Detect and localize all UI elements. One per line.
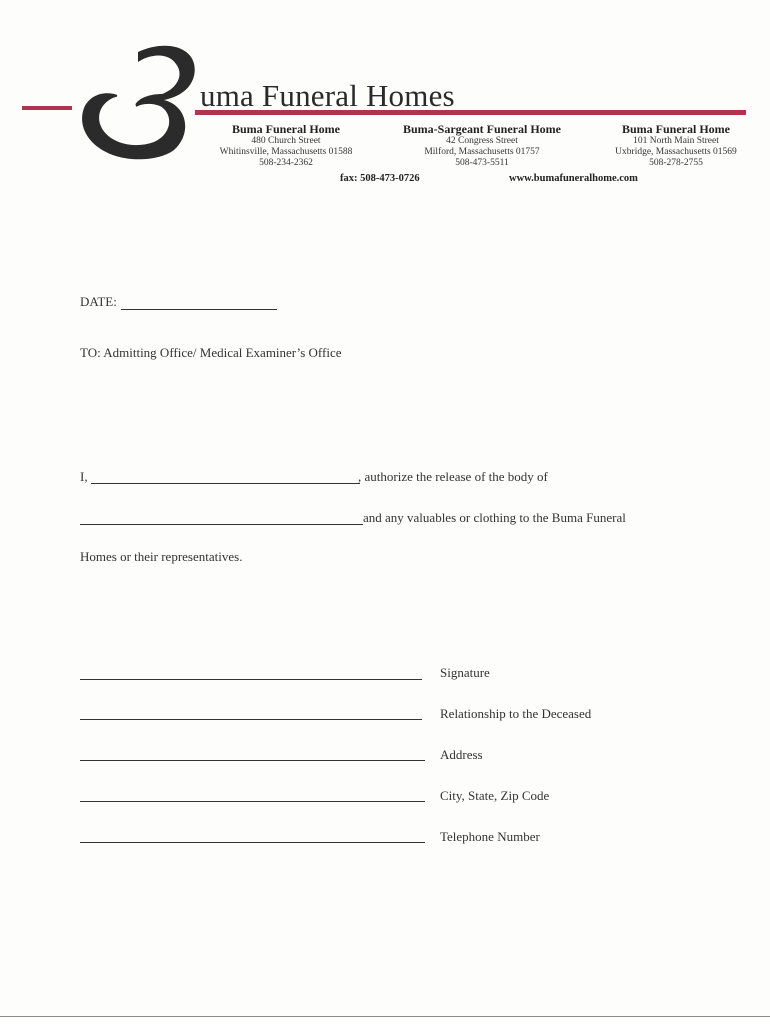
- address-field[interactable]: [80, 760, 425, 761]
- location-phone: 508-473-5511: [455, 158, 509, 168]
- location-milford: [390, 122, 574, 169]
- logo-b-shape: [82, 46, 195, 160]
- representatives-text: Homes or their representatives.: [80, 549, 243, 564]
- authorize-text: , authorize the release of the body of: [358, 469, 548, 484]
- location-uxbridge: [596, 122, 756, 169]
- deceased-name-field[interactable]: [80, 524, 363, 525]
- city-state-zip-label: City, State, Zip Code: [440, 788, 550, 803]
- valuables-text: and any valuables or clothing to the Buma Funeral: [363, 510, 626, 525]
- date-label: DATE:: [80, 294, 117, 309]
- buma-logo: [76, 38, 204, 164]
- scan-edge-divider: [0, 1016, 770, 1017]
- date-field[interactable]: [121, 309, 277, 310]
- website-link[interactable]: www.bumafuneralhome.com: [509, 173, 638, 184]
- signature-label: Signature: [440, 665, 490, 680]
- location-name: Buma Funeral Home: [622, 122, 730, 136]
- location-city: Whitinsville, Massachusetts 01588: [219, 147, 353, 157]
- location-city: Milford, Massachusetts 01757: [424, 147, 540, 157]
- to-line: TO: Admitting Office/ Medical Examiner’s Office: [80, 345, 342, 360]
- relationship-label: Relationship to the Deceased: [440, 706, 592, 721]
- address-label: Address: [440, 747, 483, 762]
- location-phone: 508-278-2755: [649, 158, 703, 168]
- i-prefix: I,: [80, 469, 88, 484]
- location-street: 101 North Main Street: [633, 136, 719, 146]
- location-street: 480 Church Street: [251, 136, 321, 146]
- location-whitinsville: [196, 122, 376, 169]
- city-state-zip-field[interactable]: [80, 801, 425, 802]
- location-name: Buma-Sargeant Funeral Home: [403, 122, 561, 136]
- signature-field[interactable]: [80, 679, 422, 680]
- location-name: Buma Funeral Home: [232, 122, 340, 136]
- authorizer-name-field[interactable]: [91, 483, 360, 484]
- letterhead-title: uma Funeral Homes: [200, 78, 455, 113]
- telephone-label: Telephone Number: [440, 829, 540, 844]
- fax-number: fax: 508-473-0726: [340, 173, 420, 184]
- location-city: Uxbridge, Massachusetts 01569: [615, 147, 737, 157]
- letterhead-left-rule: [22, 106, 72, 110]
- telephone-field[interactable]: [80, 842, 425, 843]
- relationship-field[interactable]: [80, 719, 422, 720]
- location-phone: 508-234-2362: [259, 158, 313, 168]
- location-street: 42 Congress Street: [446, 136, 518, 146]
